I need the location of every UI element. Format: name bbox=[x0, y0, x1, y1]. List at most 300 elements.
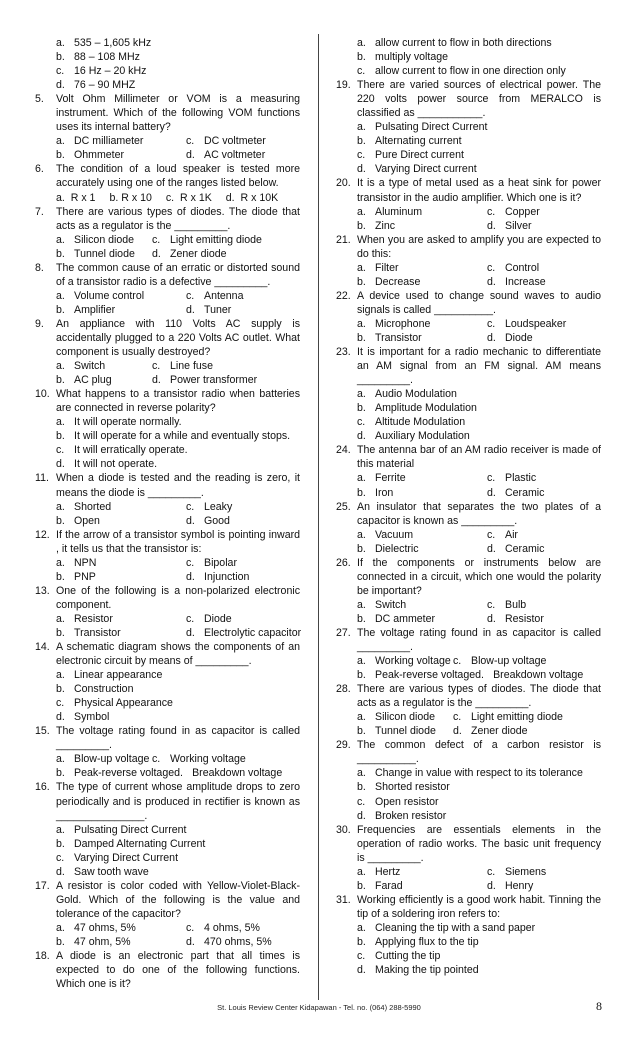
answer-option bbox=[56, 373, 152, 387]
question bbox=[336, 345, 601, 387]
answer-option: c. R x 1K bbox=[165, 191, 212, 204]
question-number: 5. bbox=[35, 93, 44, 106]
question bbox=[35, 780, 300, 822]
option-text: Farad bbox=[375, 879, 403, 892]
answer-option-row bbox=[35, 752, 300, 766]
answer-option bbox=[56, 148, 186, 162]
question bbox=[336, 233, 601, 261]
option-letter: b. bbox=[357, 135, 366, 148]
option-text: Antenna bbox=[204, 289, 244, 302]
option-text: PNP bbox=[74, 570, 96, 583]
answer-option bbox=[487, 542, 601, 556]
answer-option-row bbox=[35, 373, 300, 387]
answer-option-row bbox=[35, 612, 300, 626]
option-letter: b. bbox=[357, 486, 366, 499]
option-text: Ferrite bbox=[375, 472, 406, 485]
option-letter: c. bbox=[56, 65, 65, 78]
question-text: Frequencies are essentials elements in the operation of radio works. The basic unit frequency is _________. bbox=[357, 823, 601, 864]
option-text: Leaky bbox=[204, 500, 233, 513]
answer-option bbox=[186, 289, 300, 303]
answer-option bbox=[35, 837, 300, 851]
answer-option bbox=[487, 219, 601, 233]
option-text: Microphone bbox=[375, 317, 431, 330]
option-text: Henry bbox=[505, 879, 534, 892]
answer-option bbox=[186, 570, 300, 584]
option-text: Making the tip pointed bbox=[375, 964, 479, 977]
question-text: The voltage rating found in as capacitor is called _________. bbox=[357, 626, 601, 654]
option-text: Decrease bbox=[375, 275, 421, 288]
option-text: AC plug bbox=[74, 374, 112, 387]
option-letter: b. bbox=[56, 626, 65, 639]
option-letter: a. bbox=[56, 37, 65, 49]
option-text: Audio Modulation bbox=[375, 388, 457, 401]
question-text: If the components or instruments below are connected in a circuit, which one would the polarity be important? bbox=[357, 556, 601, 597]
option-text: Pure Direct current bbox=[375, 149, 464, 162]
option-text: Hertz bbox=[375, 865, 401, 878]
option-text: Bipolar bbox=[204, 556, 237, 569]
option-letter: d. bbox=[56, 865, 65, 878]
option-text: Control bbox=[505, 261, 540, 274]
option-letter: d. bbox=[475, 669, 484, 682]
option-letter: a. bbox=[56, 823, 65, 836]
question-text: There are varied sources of electrical power. The 220 volts power source from MERALCO is classified as ___________. bbox=[357, 79, 601, 120]
answer-option bbox=[35, 865, 300, 879]
option-text: Dielectric bbox=[375, 542, 419, 555]
answer-option bbox=[56, 766, 174, 780]
answer-option bbox=[357, 612, 487, 626]
question-text: A device used to change sound waves to audio signals is called __________. bbox=[357, 289, 601, 316]
answer-option bbox=[357, 654, 453, 668]
option-text: Shorted resistor bbox=[375, 781, 450, 794]
answer-option bbox=[357, 865, 487, 879]
question-number: 20. bbox=[336, 177, 351, 190]
option-letter: b. bbox=[56, 767, 65, 780]
option-text: 16 Hz – 20 kHz bbox=[74, 65, 147, 78]
answer-option-row bbox=[336, 486, 601, 500]
option-text: Breakdown voltage bbox=[192, 767, 283, 780]
option-letter: b. bbox=[357, 669, 366, 682]
option-text: Varying Direct Current bbox=[74, 851, 179, 864]
answer-option bbox=[487, 879, 601, 893]
question-number: 21. bbox=[336, 233, 351, 246]
answer-option bbox=[35, 78, 300, 92]
answer-option bbox=[56, 289, 186, 303]
question-text: A schematic diagram shows the components of an electronic circuit by means of _________. bbox=[56, 641, 300, 668]
question-text: An insulator that separates the two plates of a capacitor is known as _________. bbox=[357, 500, 601, 527]
question-number: 27. bbox=[336, 626, 351, 639]
answer-option-row bbox=[336, 724, 601, 738]
option-letter: d. bbox=[487, 879, 496, 892]
option-letter: c. bbox=[487, 317, 496, 330]
option-text: Broken resistor bbox=[375, 809, 447, 822]
option-letter: a. bbox=[357, 528, 366, 541]
option-text: DC voltmeter bbox=[204, 135, 266, 148]
option-letter: d. bbox=[487, 612, 496, 625]
option-text: AC voltmeter bbox=[204, 149, 266, 162]
option-letter: a. bbox=[56, 921, 65, 934]
question-number: 8. bbox=[35, 261, 44, 274]
option-letter: a. bbox=[357, 121, 366, 134]
option-text: Transistor bbox=[74, 626, 121, 639]
option-text: allow current to flow in both directions bbox=[375, 37, 552, 49]
question-text: The condition of a loud speaker is tested more accurately using one of the ranges listed below. bbox=[56, 163, 300, 190]
question bbox=[35, 949, 300, 991]
answer-option bbox=[475, 668, 601, 682]
option-text: It will not operate. bbox=[74, 458, 158, 471]
option-text: Peak-reverse voltage bbox=[375, 669, 476, 682]
option-letter: d. bbox=[487, 219, 496, 232]
answer-option bbox=[357, 542, 487, 556]
option-text: Cleaning the tip with a sand paper bbox=[375, 921, 536, 934]
option-text: Silver bbox=[505, 219, 532, 232]
answer-option bbox=[336, 415, 601, 429]
answer-option-row bbox=[35, 191, 300, 205]
option-letter: c. bbox=[487, 205, 496, 218]
question-text: A diode is an electronic part that all times is expected to do one of the following functions. Which one is it? bbox=[56, 950, 300, 991]
answer-option bbox=[336, 36, 601, 50]
option-letter: d. bbox=[186, 626, 195, 639]
answer-option bbox=[357, 598, 487, 612]
answer-option bbox=[336, 780, 601, 794]
answer-option bbox=[56, 921, 186, 935]
question-text: It is important for a radio mechanic to differentiate an AM signal from an FM signal. AM means _________. bbox=[357, 346, 601, 387]
answer-option bbox=[336, 120, 601, 134]
option-text: Zinc bbox=[375, 219, 396, 232]
answer-option bbox=[336, 795, 601, 809]
footer-text: St. Louis Review Center Kidapawan - Tel. no. (064) 288-5990 bbox=[217, 1003, 421, 1012]
option-text: It will operate normally. bbox=[74, 416, 182, 429]
option-text: Light emitting diode bbox=[170, 233, 262, 246]
option-text: Blow-up voltage bbox=[471, 655, 547, 668]
answer-option bbox=[336, 809, 601, 823]
answer-option bbox=[336, 766, 601, 780]
option-letter: a. bbox=[56, 753, 65, 766]
option-text: Physical Appearance bbox=[74, 697, 173, 710]
option-text: Line fuse bbox=[170, 360, 213, 373]
answer-option bbox=[336, 429, 601, 443]
answer-option-row bbox=[336, 598, 601, 612]
answer-option-row bbox=[336, 528, 601, 542]
answer-option-row bbox=[336, 668, 601, 682]
option-text: Volume control bbox=[74, 289, 145, 302]
answer-option bbox=[56, 359, 152, 373]
answer-option bbox=[487, 471, 601, 485]
option-letter: c. bbox=[186, 556, 195, 569]
option-text: Change in value with respect to its tolerance bbox=[375, 767, 583, 780]
question-number: 23. bbox=[336, 346, 351, 359]
option-text: Increase bbox=[505, 275, 546, 288]
option-letter: d. bbox=[357, 430, 366, 443]
answer-option bbox=[186, 148, 300, 162]
answer-option bbox=[336, 935, 601, 949]
option-letter: d. bbox=[487, 331, 496, 344]
option-letter: a. bbox=[56, 289, 65, 302]
question-text: If the arrow of a transistor symbol is pointing inward , it tells us that the transistor is: bbox=[56, 528, 300, 555]
option-text: 470 ohms, 5% bbox=[204, 936, 272, 948]
question-number: 26. bbox=[336, 556, 351, 569]
option-letter: c. bbox=[186, 612, 195, 625]
answer-option-row bbox=[35, 570, 300, 584]
option-text: Vacuum bbox=[375, 528, 414, 541]
question-number: 30. bbox=[336, 823, 351, 836]
question bbox=[336, 289, 601, 317]
answer-option-row bbox=[35, 766, 300, 780]
question-text: The common defect of a carbon resistor is __________. bbox=[357, 739, 601, 766]
option-letter: b. bbox=[357, 51, 366, 64]
option-letter: b. bbox=[56, 936, 65, 948]
question-text: The common cause of an erratic or distorted sound of a transistor radio is a defective _________. bbox=[56, 261, 300, 288]
option-text: Varying Direct current bbox=[375, 163, 477, 176]
answer-option bbox=[336, 949, 601, 963]
answer-option bbox=[487, 275, 601, 289]
left-column bbox=[35, 36, 300, 991]
answer-option bbox=[186, 935, 300, 949]
option-text: Silicon diode bbox=[375, 711, 436, 724]
answer-option-row bbox=[35, 134, 300, 148]
answer-option bbox=[487, 486, 601, 500]
option-letter: b. bbox=[56, 374, 65, 387]
option-letter: d. bbox=[487, 275, 496, 288]
answer-option bbox=[35, 64, 300, 78]
answer-option bbox=[357, 317, 487, 331]
option-letter: d. bbox=[56, 711, 65, 724]
answer-option-row bbox=[336, 261, 601, 275]
answer-option-row bbox=[35, 359, 300, 373]
answer-option bbox=[35, 443, 300, 457]
question-text: There are various types of diodes. The diode that acts as a regulator is the _________. bbox=[56, 205, 300, 232]
option-text: Transistor bbox=[375, 331, 422, 344]
question bbox=[336, 78, 601, 120]
option-letter: d. bbox=[174, 767, 183, 780]
question bbox=[35, 528, 300, 556]
question-number: 25. bbox=[336, 500, 351, 513]
question-text: An appliance with 110 Volts AC supply is accidentally plugged to a 220 Volts AC outlet. What component is usually destroyed? bbox=[56, 317, 300, 359]
option-text: Iron bbox=[375, 486, 394, 499]
page-number: 8 bbox=[596, 999, 602, 1013]
answer-option-row bbox=[336, 654, 601, 668]
answer-option bbox=[357, 275, 487, 289]
question-number: 11. bbox=[35, 472, 49, 485]
answer-option bbox=[336, 387, 601, 401]
answer-option bbox=[35, 457, 300, 471]
answer-option bbox=[453, 710, 601, 724]
option-letter: a. bbox=[56, 556, 65, 569]
answer-option-row bbox=[336, 331, 601, 345]
option-text: Filter bbox=[375, 261, 399, 274]
question bbox=[336, 626, 601, 654]
option-letter: b. bbox=[56, 514, 65, 527]
answer-option bbox=[357, 219, 487, 233]
answer-option bbox=[35, 823, 300, 837]
answer-option bbox=[35, 50, 300, 64]
answer-option-row bbox=[35, 247, 300, 261]
answer-option bbox=[336, 162, 601, 176]
answer-option bbox=[487, 612, 601, 626]
answer-option: d. R x 10K bbox=[225, 191, 279, 204]
option-text: Alternating current bbox=[375, 135, 462, 148]
answer-option bbox=[35, 668, 300, 682]
option-text: Shorted bbox=[74, 500, 112, 513]
option-text: Resistor bbox=[505, 612, 544, 625]
option-letter: d. bbox=[186, 570, 195, 583]
answer-option bbox=[152, 752, 300, 766]
option-letter: a. bbox=[56, 669, 65, 682]
question-number: 28. bbox=[336, 683, 351, 696]
option-letter: b. bbox=[56, 430, 65, 443]
answer-option: a. R x 1 bbox=[56, 191, 96, 204]
answer-option bbox=[357, 668, 475, 682]
answer-option bbox=[186, 303, 300, 317]
question bbox=[336, 738, 601, 766]
answer-option-row bbox=[336, 612, 601, 626]
question-text: Volt Ohm Millimeter or VOM is a measuring instrument. Which of the following VOM functions uses its internal battery? bbox=[56, 93, 300, 134]
answer-option bbox=[152, 247, 300, 261]
option-letter: c. bbox=[357, 950, 366, 963]
answer-option-row bbox=[35, 500, 300, 514]
option-letter: b. bbox=[357, 219, 366, 232]
answer-option-row bbox=[35, 935, 300, 949]
option-letter: b. bbox=[357, 725, 366, 738]
question bbox=[336, 893, 601, 921]
answer-option bbox=[336, 148, 601, 162]
option-text: Tunnel diode bbox=[375, 725, 436, 738]
answer-option bbox=[357, 486, 487, 500]
option-text: Altitude Modulation bbox=[375, 416, 466, 429]
answer-option-row bbox=[336, 471, 601, 485]
answer-option bbox=[56, 570, 186, 584]
option-text: Working voltage bbox=[170, 753, 246, 766]
option-letter: a. bbox=[357, 388, 366, 401]
question-number: 13. bbox=[35, 584, 50, 597]
option-letter: d. bbox=[186, 303, 195, 316]
question-text: When a diode is tested and the reading is zero, it means the diode is _________. bbox=[56, 472, 300, 499]
answer-option bbox=[487, 317, 601, 331]
option-text: Amplitude Modulation bbox=[375, 402, 477, 415]
option-text: Damped Alternating Current bbox=[74, 837, 206, 850]
option-text: Peak-reverse voltage bbox=[74, 767, 175, 780]
answer-option bbox=[336, 963, 601, 977]
option-text: Zener diode bbox=[170, 247, 227, 260]
option-letter: c. bbox=[56, 697, 65, 710]
answer-option bbox=[453, 724, 601, 738]
answer-option bbox=[56, 134, 186, 148]
option-text: Ohmmeter bbox=[74, 149, 125, 162]
answer-option bbox=[56, 247, 152, 261]
question-number: 22. bbox=[336, 289, 351, 302]
answer-option-row bbox=[35, 148, 300, 162]
question-text: One of the following is a non-polarized electronic component. bbox=[56, 584, 300, 611]
option-text: It will erratically operate. bbox=[74, 444, 188, 457]
option-letter: d. bbox=[186, 514, 195, 527]
question bbox=[35, 387, 300, 415]
option-text: Switch bbox=[375, 598, 407, 611]
question-text: The voltage rating found in as capacitor is called _________. bbox=[56, 725, 300, 752]
option-text: Pulsating Direct Current bbox=[74, 823, 187, 836]
option-letter: d. bbox=[56, 79, 65, 92]
option-letter: a. bbox=[56, 500, 65, 513]
option-letter: c. bbox=[357, 795, 366, 808]
option-letter: a. bbox=[357, 205, 366, 218]
question bbox=[35, 261, 300, 289]
answer-option bbox=[186, 556, 300, 570]
option-text: Silicon diode bbox=[74, 233, 135, 246]
answer-option bbox=[186, 500, 300, 514]
option-text: Aluminum bbox=[375, 205, 423, 218]
option-letter: b. bbox=[357, 879, 366, 892]
question-text: Working efficiently is a good work habit. Tinning the tip of a soldering iron refers to: bbox=[357, 893, 601, 920]
option-text: Open bbox=[74, 514, 100, 527]
answer-option-row bbox=[35, 303, 300, 317]
answer-option bbox=[152, 373, 300, 387]
option-letter: b. bbox=[56, 51, 65, 64]
option-text: Symbol bbox=[74, 711, 110, 724]
option-letter: a. bbox=[357, 37, 366, 49]
option-text: Amplifier bbox=[74, 303, 116, 316]
option-text: 47 ohm, 5% bbox=[74, 936, 131, 948]
answer-option bbox=[487, 205, 601, 219]
option-letter: d. bbox=[357, 964, 366, 977]
option-letter: a. bbox=[357, 261, 366, 274]
answer-option-row bbox=[336, 219, 601, 233]
answer-option bbox=[35, 682, 300, 696]
question-text: It is a type of metal used as a heat sink for power transistor in the audio amplifier. Which one is it? bbox=[357, 177, 601, 204]
option-text: Resistor bbox=[74, 612, 113, 625]
option-text: Applying flux to the tip bbox=[375, 936, 479, 948]
answer-option bbox=[357, 528, 487, 542]
option-text: Blow-up voltage bbox=[74, 753, 150, 766]
question bbox=[35, 584, 300, 612]
answer-option bbox=[56, 612, 186, 626]
question-number: 10. bbox=[35, 388, 50, 401]
answer-option-row bbox=[336, 879, 601, 893]
option-text: Tuner bbox=[204, 303, 232, 316]
option-letter: b. bbox=[56, 247, 65, 260]
option-letter: c. bbox=[56, 851, 65, 864]
answer-option bbox=[35, 36, 300, 50]
option-letter: c. bbox=[152, 753, 161, 766]
option-letter: a. bbox=[56, 233, 65, 246]
answer-option-row bbox=[336, 275, 601, 289]
option-text: Pulsating Direct Current bbox=[375, 121, 488, 134]
answer-option bbox=[357, 471, 487, 485]
answer-option bbox=[35, 696, 300, 710]
option-letter: d. bbox=[152, 247, 161, 260]
option-letter: c. bbox=[357, 149, 366, 162]
option-text: 4 ohms, 5% bbox=[204, 921, 260, 934]
option-text: Linear appearance bbox=[74, 669, 163, 682]
question-number: 18. bbox=[35, 950, 50, 963]
answer-option bbox=[56, 935, 186, 949]
question-text: The type of current whose amplitude drops to zero periodically and is produced in rectifier is known as _______________. bbox=[56, 781, 300, 822]
option-text: 76 – 90 MHZ bbox=[74, 79, 136, 92]
option-text: Bulb bbox=[505, 598, 527, 611]
option-letter: b. bbox=[357, 402, 366, 415]
question bbox=[336, 682, 601, 710]
answer-option bbox=[186, 134, 300, 148]
question bbox=[336, 176, 601, 204]
option-letter: c. bbox=[186, 135, 195, 148]
option-letter: a. bbox=[357, 711, 366, 724]
question-text: When you are asked to amplify you are expected to do this: bbox=[357, 233, 601, 260]
option-text: DC ammeter bbox=[375, 612, 436, 625]
option-letter: c. bbox=[487, 472, 496, 485]
answer-option-row bbox=[35, 556, 300, 570]
option-letter: b. bbox=[357, 542, 366, 555]
option-letter: d. bbox=[152, 374, 161, 387]
option-text: Good bbox=[204, 514, 230, 527]
option-letter: d. bbox=[487, 542, 496, 555]
option-letter: c. bbox=[357, 65, 366, 78]
